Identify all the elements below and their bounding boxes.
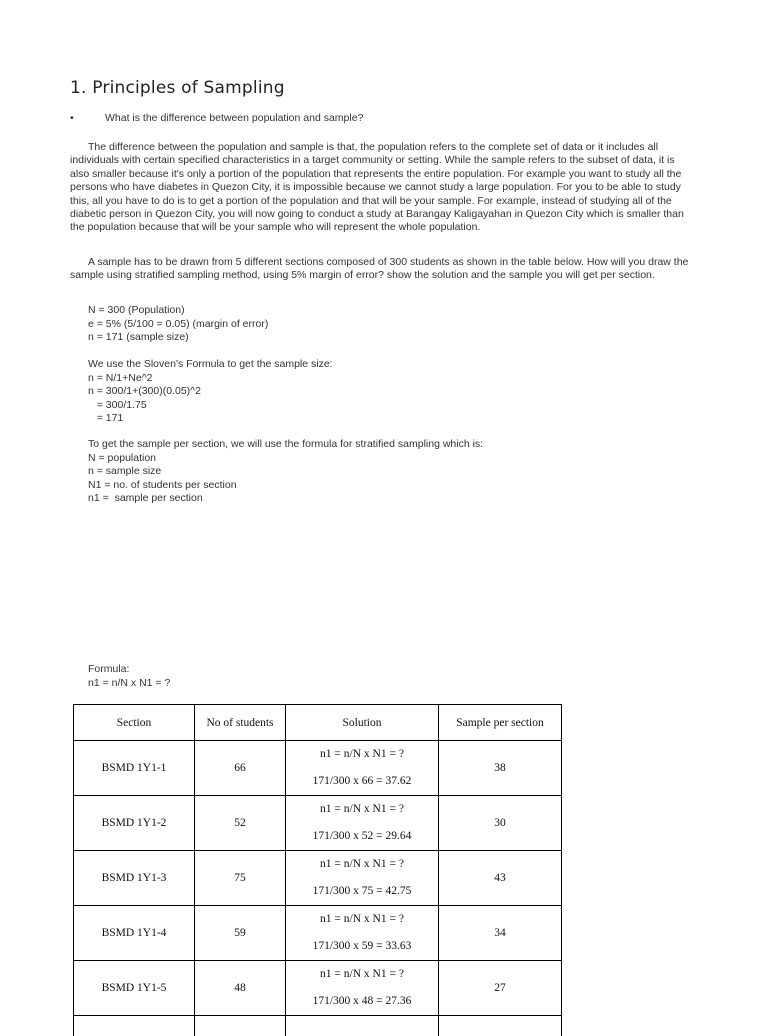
solution-calc: 171/300 x 66 = 37.62 [312, 775, 412, 787]
cell-sample: 27 [439, 961, 562, 1016]
header-sample: Sample per section [439, 705, 562, 741]
solution-formula: n1 = n/N x N1 = ? [320, 913, 404, 925]
header-solution: Solution [286, 705, 439, 741]
formula-line: = 171 [88, 412, 124, 425]
definition-line: n = sample size [88, 465, 162, 478]
header-students: No of students [195, 705, 286, 741]
problem-paragraph: A sample has to be drawn from 5 different sections composed of 300 students as shown in the table below. How will you draw the sample using stratified sampling method, using 5% margin of error? show the solution and the sample you will get per section. [70, 256, 689, 282]
given-line: e = 5% (5/100 = 0.05) (margin of error) [88, 317, 269, 330]
solution-calc: 171/300 x 52 = 29.64 [312, 830, 412, 842]
cell-sample: 34 [439, 906, 562, 961]
stratified-formula [88, 663, 170, 690]
page-title: 1. Principles of Sampling [70, 78, 285, 98]
formula-label: Formula: [88, 663, 130, 675]
answer-paragraph: The difference between the population and sample is that, the population refers to the complete set of data or it includes all individuals with certain specified characteristics in a target community or setting. While the sample refers to the subset of data, it is also smaller because it's only a portion of the population that represents the entire population. For example you want to study all the persons who have diabetes in Quezon City, it is impossible because we cannot study a large population. For you to be able to study this, all you have to do is to get a portion of the population and that will be your sample. For example, instead of studying all of the diabetic person in Quezon City, you will now going to conduct a study at Barangay Kaligayahan in Quezon City which is smaller than the population because that will be your sample who will represent the whole population. [70, 141, 684, 234]
solution-calc: 171/300 x 75 = 42.75 [312, 885, 412, 897]
formula-line: n = N/1+Ne^2 [88, 371, 153, 384]
cell-section: BSMD 1Y1-4 [74, 906, 195, 961]
header-section: Section [74, 705, 195, 741]
definition-line: To get the sample per section, we will use the formula for stratified sampling which is: [88, 438, 484, 450]
bullet-marker: • [70, 112, 74, 124]
formula-line: = 300/1.75 [88, 398, 147, 411]
table-row [74, 906, 562, 961]
stratified-definitions [88, 438, 483, 506]
table-row-cut-off [74, 1016, 562, 1036]
cell-solution [286, 851, 439, 906]
cell-sample: 38 [439, 741, 562, 796]
solution-calc: 171/300 x 59 = 33.63 [312, 940, 412, 952]
cell-solution [286, 796, 439, 851]
table-row [74, 851, 562, 906]
table-row [74, 796, 562, 851]
solution-formula: n1 = n/N x N1 = ? [320, 803, 404, 815]
given-values [88, 304, 268, 345]
table-row [74, 741, 562, 796]
solution-calc: 171/300 x 48 = 27.36 [312, 995, 412, 1007]
formula-line: n = 300/1+(300)(0.05)^2 [88, 385, 201, 398]
definition-line: n1 = sample per section [88, 492, 203, 505]
cell-section: BSMD 1Y1-3 [74, 851, 195, 906]
cell-solution [286, 961, 439, 1016]
slovens-formula [88, 358, 333, 426]
cell-solution [286, 906, 439, 961]
cell-sample: 30 [439, 796, 562, 851]
formula-line: We use the Sloven's Formula to get the sample size: [88, 358, 333, 370]
cell-solution [286, 741, 439, 796]
cell-section: BSMD 1Y1-2 [74, 796, 195, 851]
cell-students: 48 [195, 961, 286, 1016]
definition-line: N1 = no. of students per section [88, 478, 237, 491]
given-line: N = 300 (Population) [88, 304, 185, 316]
solution-formula: n1 = n/N x N1 = ? [320, 858, 404, 870]
cell-empty [439, 1016, 562, 1036]
table-row [74, 961, 562, 1016]
solution-formula: n1 = n/N x N1 = ? [320, 748, 404, 760]
table-header-row [74, 705, 562, 741]
sample-table [73, 704, 562, 1036]
given-line: n = 171 (sample size) [88, 331, 189, 344]
cell-section: BSMD 1Y1-1 [74, 741, 195, 796]
cell-students: 52 [195, 796, 286, 851]
cell-section: BSMD 1Y1-5 [74, 961, 195, 1016]
definition-line: N = population [88, 451, 157, 464]
bullet-question-text: What is the difference between population and sample? [105, 112, 364, 124]
solution-formula: n1 = n/N x N1 = ? [320, 968, 404, 980]
cell-empty [195, 1016, 286, 1036]
cell-sample: 43 [439, 851, 562, 906]
cell-students: 59 [195, 906, 286, 961]
cell-empty [74, 1016, 195, 1036]
cell-empty [286, 1016, 439, 1036]
cell-students: 75 [195, 851, 286, 906]
formula-line: n1 = n/N x N1 = ? [88, 676, 171, 689]
cell-students: 66 [195, 741, 286, 796]
